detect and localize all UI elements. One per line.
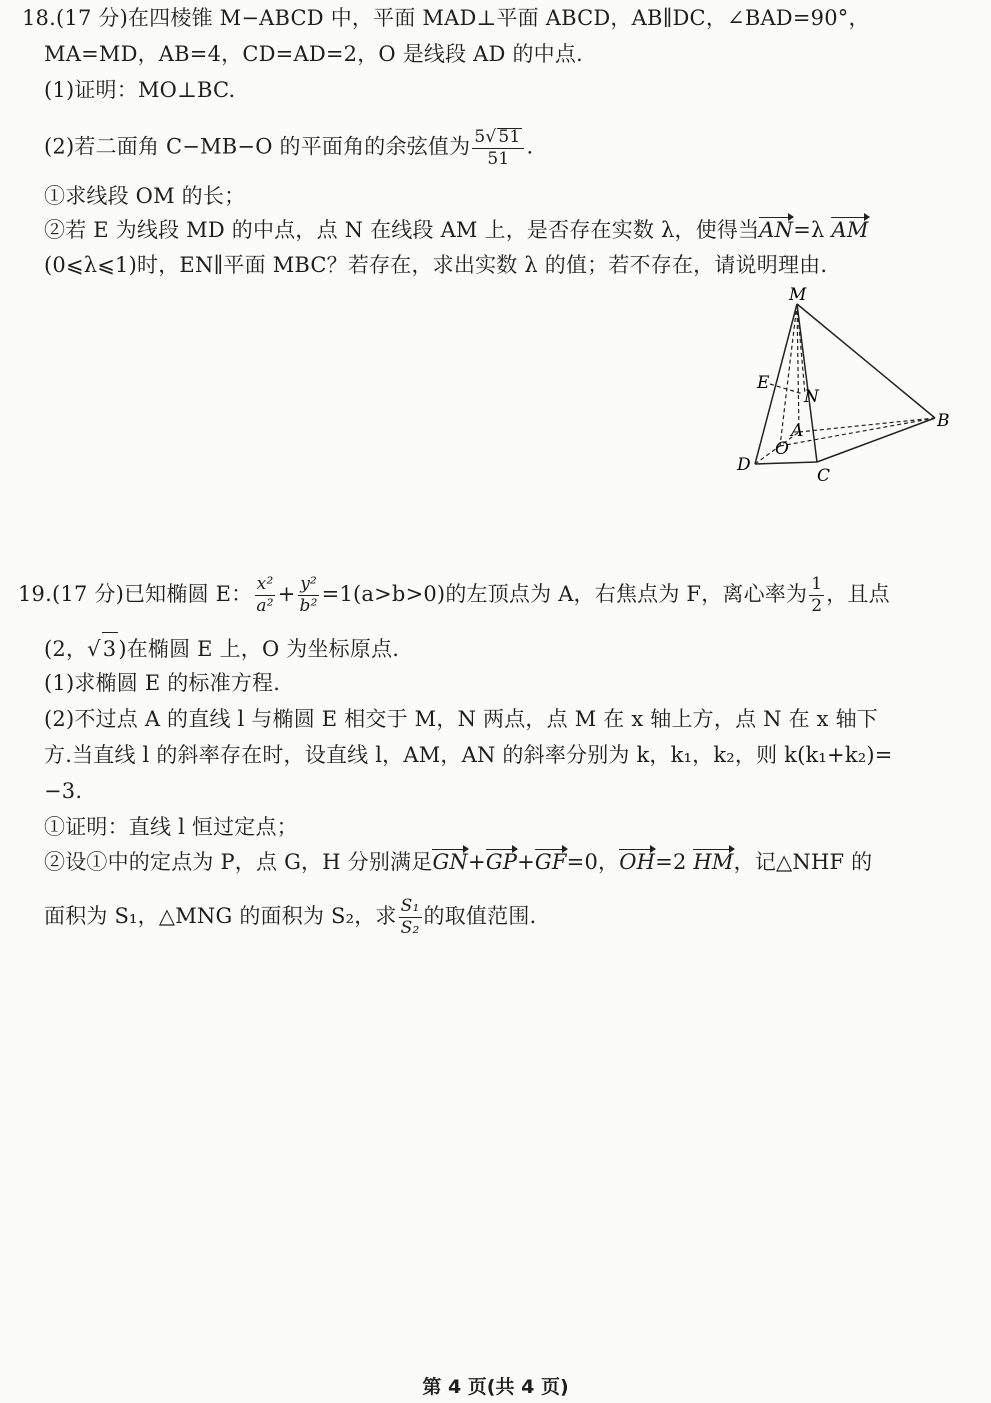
label-E: E: [757, 373, 770, 393]
label-A: A: [791, 421, 804, 441]
ellipse-x-term: [254, 576, 275, 615]
vector-AM: AM: [831, 214, 868, 246]
q19-sub2-line2: [44, 898, 536, 937]
x-num: x²: [256, 574, 274, 594]
q19-sub2-l2-text: 面积为 S₁，△MNG 的面积为 S₂，求: [44, 904, 397, 928]
q19-part2-l1: (2)不过点 A 的直线 l 与椭圆 E 相交于 M，N 两点，点 M 在 x 轴上方，点 N 在 x 轴下: [44, 707, 879, 731]
vector-GF: GF: [535, 846, 567, 878]
q19-line2-pre: (2，: [44, 637, 88, 661]
eq-zero: =0，: [566, 850, 620, 874]
q18-part2-text: (2)若二面角 C−MB−O 的平面角的余弦值为: [44, 134, 471, 159]
q19-part2-l2: 方.当直线 l 的斜率存在时，设直线 l，AM，AN 的斜率分别为 k，k₁，k₂，则 k(k₁+k₂)=: [44, 743, 893, 767]
y-num: y²: [300, 574, 318, 594]
y-den: b²: [299, 596, 318, 616]
q18-sub1: ①求线段 OM 的长；: [44, 184, 246, 208]
q19-sub2-text: ②设①中的定点为 P，点 G，H 分别满足: [44, 850, 433, 874]
sqrt-3: 3: [102, 632, 119, 665]
q19-line2: (2，√3)在椭圆 E 上，O 为坐标原点.: [44, 632, 399, 665]
pyramid-figure: [725, 282, 965, 492]
label-N: N: [804, 387, 819, 407]
q19-sub2-l2-post: 的取值范围.: [423, 904, 537, 928]
page-footer: 第 4 页(共 4 页): [422, 1376, 569, 1398]
q18-part2-post: .: [526, 134, 534, 159]
plus-sign: +: [277, 582, 296, 606]
label-B: B: [937, 411, 950, 431]
q18-sub2-mid: =λ: [793, 218, 825, 242]
q18-sub2: [44, 214, 869, 246]
q18-sub2-line2: (0⩽λ⩽1)时，EN∥平面 MBC？若存在，求出实数 λ 的值；若不存在，请说明理由.: [44, 253, 828, 277]
ecc-num: 1: [811, 574, 823, 594]
q19-line1: [18, 576, 890, 615]
label-O: O: [775, 439, 789, 459]
q19-line1-mid: =1(a>b>0)的左顶点为 A，右焦点为 F，离心率为: [321, 582, 808, 606]
q18-part2: [44, 128, 533, 168]
ratio-num: S₁: [400, 896, 420, 916]
x-den: a²: [256, 596, 274, 616]
area-ratio-fraction: [399, 898, 422, 937]
vector-GP: GP: [486, 846, 517, 878]
q19-sub2-post: ，记△NHF 的: [733, 850, 873, 874]
eq-two: =2: [655, 850, 687, 874]
vector-OH: OH: [619, 846, 655, 878]
edge-DC: [755, 462, 817, 464]
ratio-den: S₂: [400, 918, 420, 938]
eccentricity-fraction: [809, 576, 824, 615]
label-C: C: [817, 466, 831, 486]
q19-part2-l3: −3.: [44, 779, 83, 803]
q18-part1: (1)证明：MO⊥BC.: [44, 78, 236, 102]
vector-HM: HM: [693, 846, 733, 878]
q18-line2: MA=MD，AB=4，CD=AD=2，O 是线段 AD 的中点.: [44, 42, 583, 66]
frac-radicand: 51: [498, 127, 521, 147]
cosine-fraction: $\frac{5√ 51}{51}$: [472, 128, 524, 168]
frac-coef: 5: [474, 127, 486, 147]
ellipse-y-term: [298, 576, 320, 615]
q18-sub2-text: ②若 E 为线段 MD 的中点，点 N 在线段 AM 上，是否存在实数 λ，使得当: [44, 218, 760, 242]
q19-line2-post: )在椭圆 E 上，O 为坐标原点.: [118, 637, 400, 661]
q19-line1-post: ，且点: [826, 582, 890, 606]
vector-AN: AN: [759, 214, 793, 246]
q19-sub1: ①证明：直线 l 恒过定点；: [44, 815, 298, 839]
q19-sub2: ②设①中的定点为 P，点 G，H 分别满足GN+GP+GF=0，OH=2 HM，记△NHF 的: [44, 846, 872, 878]
frac-den: 51: [487, 149, 510, 169]
ecc-den: 2: [811, 596, 823, 616]
q19-part1: (1)求椭圆 E 的标准方程.: [44, 671, 281, 695]
q19-line1-text: 19.(17 分)已知椭圆 E：: [18, 582, 253, 606]
label-D: D: [737, 455, 751, 475]
vector-GN: GN: [432, 846, 468, 878]
q18-line1: 18.(17 分)在四棱锥 M−ABCD 中，平面 MAD⊥平面 ABCD，AB∥DC，∠BAD=90°，: [22, 6, 870, 30]
label-M: M: [789, 285, 807, 305]
